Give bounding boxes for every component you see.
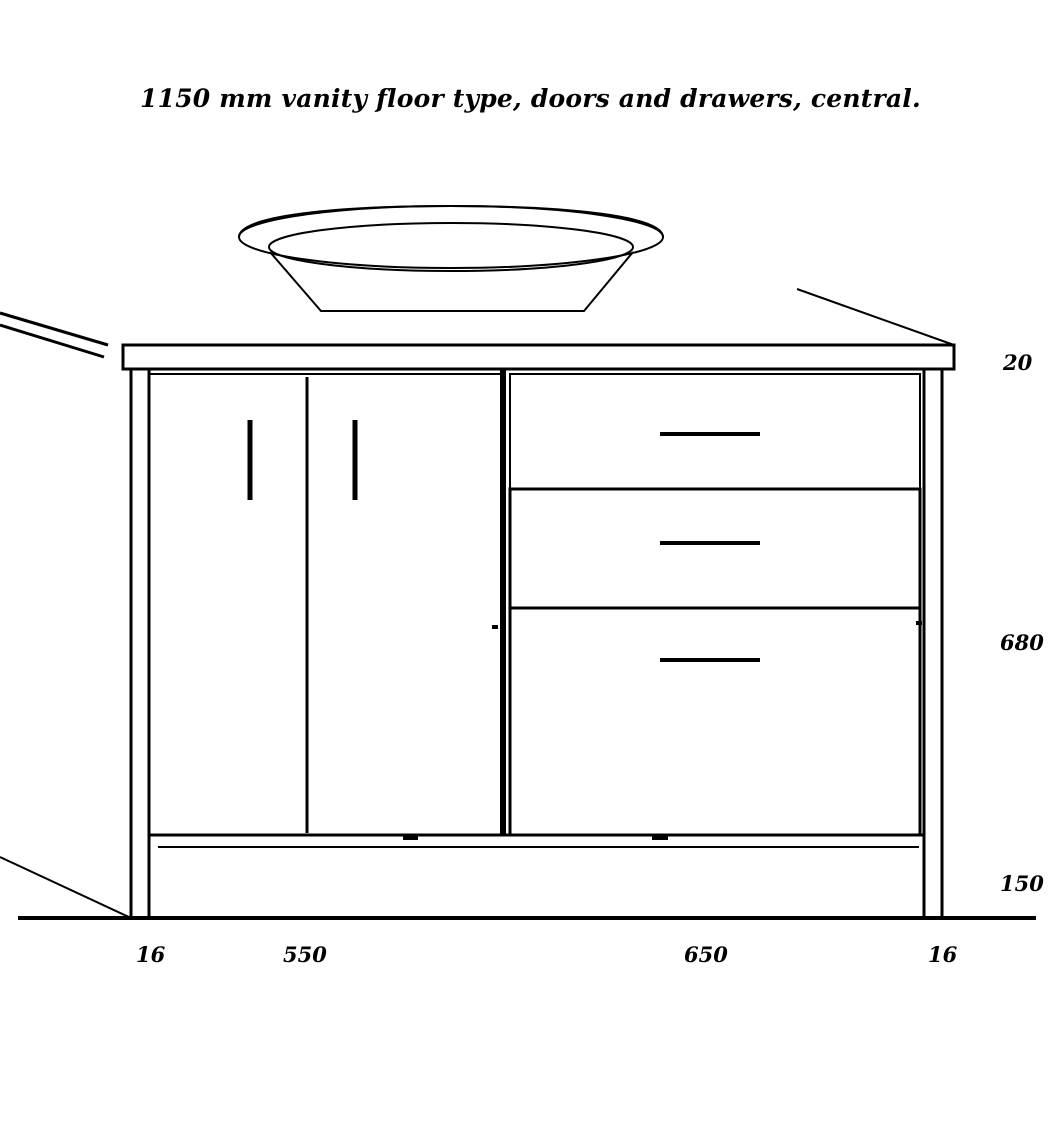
countertop-group: [0, 289, 954, 369]
countertop-right-edge-line: [797, 289, 954, 345]
dimension-plinth-height: 150: [1000, 871, 1044, 896]
dimension-top-thickness: 20: [1003, 350, 1033, 375]
dimension-right-panel: 16: [928, 942, 958, 967]
drawer-3: [510, 608, 920, 835]
drawer-1: [510, 374, 920, 489]
basin-outer-rim: [239, 206, 663, 268]
right-side-panel: [924, 369, 942, 918]
basin-group: [239, 206, 663, 311]
doors-outline: [149, 374, 503, 835]
page-title: 1150 mm vanity floor type, doors and drawers, central.: [140, 84, 921, 113]
dimension-door-section-width: 550: [283, 942, 327, 967]
left-side-panel: [131, 369, 149, 918]
dimension-left-panel: 16: [136, 942, 166, 967]
floor-leader-line: [0, 857, 131, 918]
left-doors-group: [149, 370, 503, 838]
dimension-drawer-section-width: 650: [684, 942, 728, 967]
right-drawers-group: [492, 374, 922, 838]
countertop-slab: [123, 345, 954, 369]
drawer-2: [510, 489, 920, 608]
basin-inner-rim: [269, 223, 633, 271]
dimension-cabinet-height: 680: [1000, 630, 1044, 655]
